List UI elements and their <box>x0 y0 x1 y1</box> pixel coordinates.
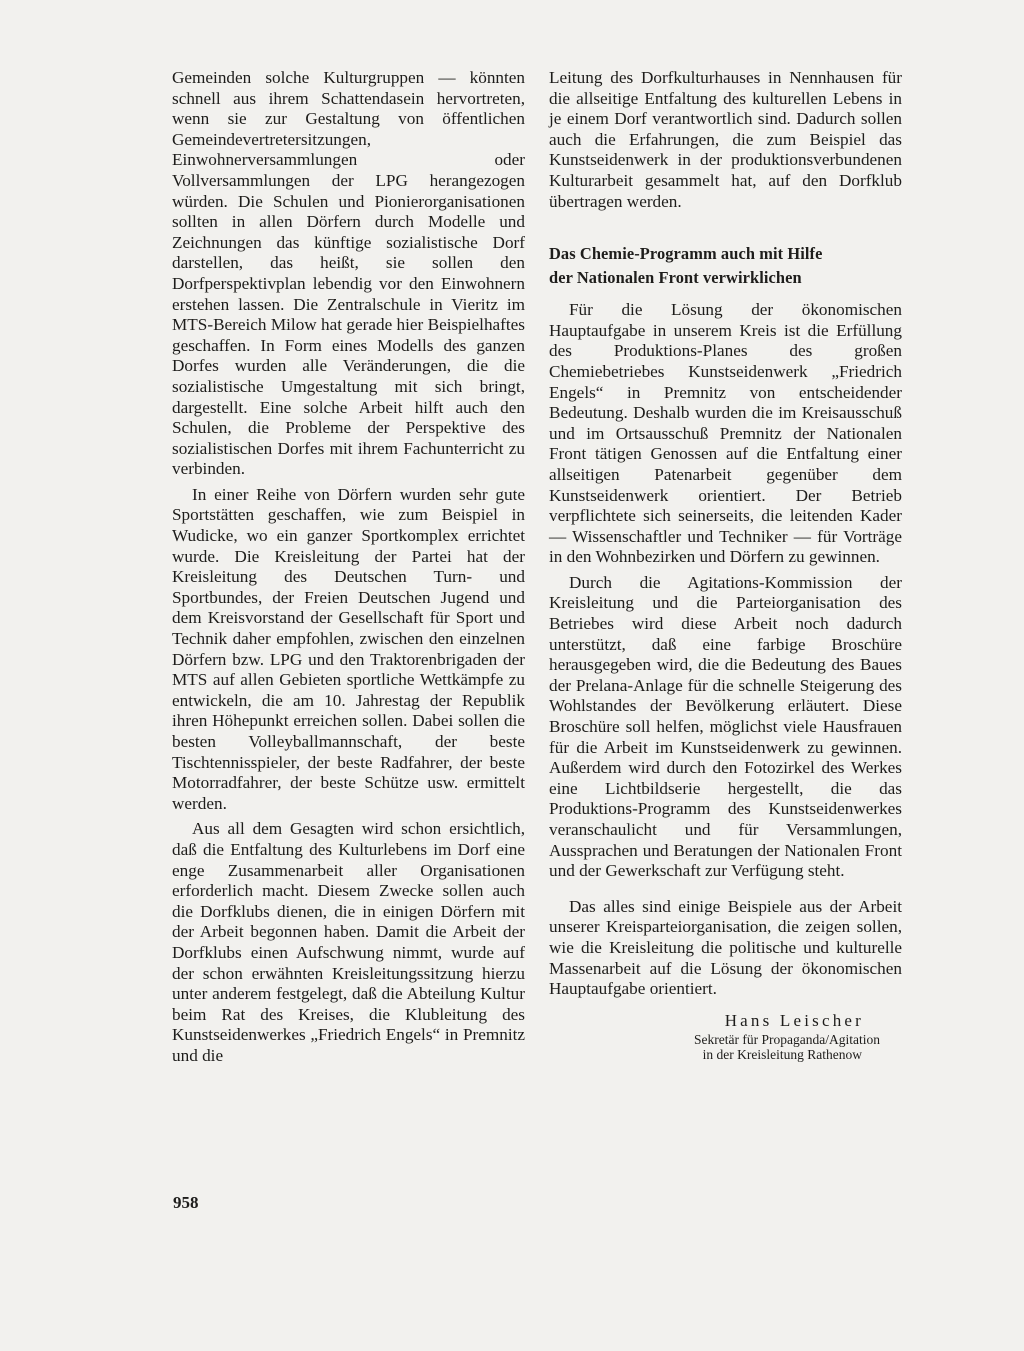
role-line: Sekretär für Propaganda/Agitation <box>694 1031 880 1047</box>
paragraph: Das alles sind einige Beispiele aus der Arbeit unserer Kreisparteiorganisation, die zeigen sollen, wie die Kreisleitung die politische und kulturelle Massenarbeit auf die Lösung der ökonomischen Hauptaufgabe orientiert. <box>549 896 902 999</box>
paragraph: In einer Reihe von Dörfern wurden sehr gute Sportstätten geschaffen, wie zum Beispiel in Wudicke, wo ein ganzer Sportkomplex errichtet wurde. Die Kreisleitung der Partei hat der Kreisleitung des Deutschen Turn- und Sportbundes, der Freien Deutschen Jugend und dem Kreisvorstand der Gesellschaft für Sport und Technik daher empfohlen, zwischen den einzelnen Dörfern bzw. LPG und den Traktorenbrigaden der MTS auf allen Gebieten sportliche Wettkämpfe zu entwickeln, die am 10. Jahrestag der Republik ihren Höhepunkt erreichen sollen. Dabei sollen die besten Volleyballmannschaft, der beste Tischtennisspieler, der beste Radfahrer, der beste Motorradfahrer, der beste Schütze usw. ermittelt werden. <box>172 484 525 813</box>
paragraph: Leitung des Dorfkulturhauses in Nennhausen für die allseitige Entfaltung des kulturellen Lebens in je einem Dorf verantwortlich sind. Dadurch sollen auch die Erfahrungen, die zum Beispiel das Kunstseidenwerk in der produktionsverbundenen Kulturarbeit gesammelt hat, auf den Dorfklub übertragen werden. <box>549 68 902 211</box>
paragraph: Gemeinden solche Kulturgruppen — könnten schnell aus ihrem Schattendasein hervortreten, wenn sie zur Gestaltung von öffentlichen Gemeindevertretersitzungen, Einwohnerversammlungen oder Vollversammlungen der LPG herangezogen würden. Die Schulen und Pionierorganisationen sollten in allen Dörfern durch Modelle und Zeichnungen das künftige sozialistische Dorf darstellen, das heißt, sie sollen den Dorfperspektivplan lebendig vor den Einwohnern erstehen lassen. Die Zentralschule in Vieritz im MTS-Bereich Milow hat gerade hier Beispielhaftes geschaffen. In Form eines Modells des ganzen Dorfes wurden alle Veränderungen, die die sozialistische Umgestaltung mit sich bringt, dargestellt. Eine solche Arbeit hilft auch den Schulen, die Probleme der Perspektive des sozialistischen Dorfes mit ihrem Fachunterricht zu verbinden. <box>172 68 525 479</box>
author-name: Hans Leischer <box>724 1010 864 1030</box>
paragraph: Durch die Agitations-Kommission der Kreisleitung und die Parteiorganisation des Betriebes wird diese Arbeit noch dadurch unterstützt, daß eine farbige Broschüre herausgegeben wird, die die Bedeutung des Baues der Prelana-Anlage für die schnelle Steigerung des Wohlstandes der Bevölkerung erläutert. Diese Broschüre soll helfen, möglichst viele Hausfrauen für die Arbeit im Kunstseidenwerk zu gewinnen. Außerdem wird durch den Fotozirkel des Werkes eine Lichtbildserie hergestellt, die das Produktions-Programm des Kunstseidenwerkes veranschaulicht und für Versammlungen, Aussprachen und Beratungen der Nationalen Front und der Gewerkschaft zur Verfügung steht. <box>549 572 902 881</box>
paragraph: Aus all dem Gesagten wird schon ersichtlich, daß die Entfaltung des Kulturlebens im Dorf eine enge Zusammenarbeit aller Organisationen erforderlich macht. Diesem Zwecke sollen auch die Dorfklubs dienen, die in einigen Dörfern mit der Arbeit begonnen haben. Damit die Arbeit der Dorfklubs einen Aufschwung nimmt, wurde auf der schon erwähnten Kreisleitungssitzung hierzu unter anderem festgelegt, daß die Abteilung Kultur beim Rat des Kreises, die Klubleitung des Kunstseidenwerkes „Friedrich Engels“ in Premnitz und die <box>172 819 525 1065</box>
section-heading <box>549 242 902 290</box>
right-column <box>549 68 902 1063</box>
role-line: in der Kreisleitung Rathenow <box>702 1047 862 1063</box>
heading-line: der Nationalen Front verwirklichen <box>549 268 802 288</box>
heading-line: Das Chemie-Programm auch mit Hilfe <box>549 244 823 264</box>
paragraph: Für die Lösung der ökonomischen Hauptaufgabe in unserem Kreis ist die Erfüllung des Produktions-Planes des großen Chemiebetriebes Kunstseidenwerk „Friedrich Engels“ in Premnitz von entscheidender Bedeutung. Deshalb wurden die im Kreisausschuß und im Ortsausschuß Premnitz der Nationalen Front tätigen Genossen auf die Entfaltung einer allseitigen Patenarbeit gegenüber dem Kunstseidenwerk orientiert. Der Betrieb verpflichtete sich seinerseits, die leitenden Kader — Wissenschaftler und Techniker — für Vorträge in den Wohnbezirken und Dörfern zu gewinnen. <box>549 300 902 567</box>
left-column <box>172 68 525 1067</box>
page-number: 958 <box>173 1193 199 1212</box>
author-role <box>549 1032 902 1063</box>
